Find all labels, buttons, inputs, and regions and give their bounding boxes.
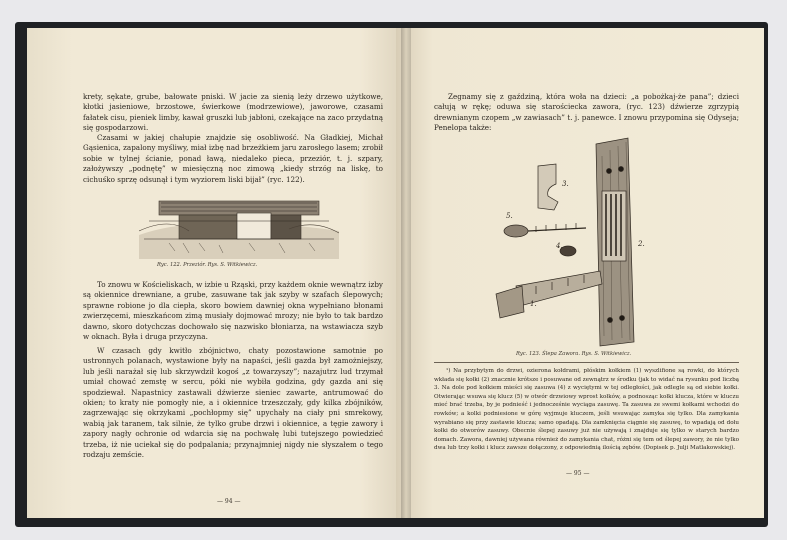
- right-page: [396, 28, 764, 518]
- right-footnote-text: ¹) Na przybytym do drzwi, ozierona kołdrami, płóskim kołkiem (1) wyszlifione są rowki, do których wkłada się kołki (2) znacznie krótsze i posuwane od zewnątrz w środku (jak to widać na rysunku pod liczbą 3. Na dole pod kołkiem mieści się zasuwa (4) z wyciętymi w tej odległości, jak odlegle są od siebie kołki. Otwierając wsuwa się klucz (5) w otwór drzwiowy wprost kołków, a podnosząc kołki klucza, które w kluczu mieć brać trzeba, by je podnieść i jednocześnie wyciąga zasuwę. Ta zasuwa ze swemi kołkami wchodzi do rowków; a kolki podniesione w górę wyjmuje kluczem, jeśli wsuwając zamyka się tylko. Dla zamykania wyrabiano się przy zastawie klucza; samo opadają. Dla zamknięcia ciągnie się zasuwę, to wpadają od dołu kołki do otworów zasuwy. Obecnie ślepej zasuwy już nie używają i znajduje się tylko w starych bardzo domach. Zawora, dawniej używana również do zamykania chat, różni się tem od ślepej zawory, że nie tylko dwa lub trzy kołki i klucz zawsze dołączony, z odpowiednią ilością zębów. (Dopisek p. Julji Matlakowskiej).: [434, 368, 739, 452]
- right-paragraph-1: [434, 92, 739, 134]
- left-paragraph-3-text: To znowu w Kościeliskach, w izbie u Rząski, przy każdem oknie wewnątrz izby są okiennice drewniane, a grube, zasuwane tak jak szyby w szafach ślepowych; sprawne robione jo dla ciepła, skoro bowiem dawniej okna wypełniano błonami zwierzęcemi, mieszkańcom zimą musiały dojmować mrozy; nie było to tak bardzo dawno, skoro dotychczas dochowało się nazwisko błoniarza, na wstawiacza szyb w oknach. Była i druga przyczyna.: [83, 280, 383, 342]
- left-paragraph-3: [83, 280, 383, 342]
- left-paragraph-1-text: krety, sękate, grube, bałowate pniski. W jacie za sienią leży drzewo użytkowe, kłotki jasieniowe, brzostowe, świerkowe (modrzewiowe), jaworowe, czasami fałatek cisu, pieniek limby, kawał gruszki lub jabłoni, czekające na zaco przydatną się gospodarzowi.: [83, 92, 383, 133]
- left-paragraph-4: [83, 346, 383, 460]
- left-paragraph-4-text: W czasach gdy kwitło zbójnictwo, chaty pozostawione samotnie po ustronnych polanach, wystawione były na napaści, jeśli gazda był zamożniejszy, lub jeśli narażał się lub skrzywdził kogoś „z towarzyszy”; nazajutrz lud trzymał umiał chować zemstę w sercu, póki nie wybiła godzina, gdy gazda ani się spodziewał. Napastnicy zastawali dźwierze sieniec zawarte, antrumować do okien; to kraty nie pomogły nie, a i okiennice trzeszczały, gdy kilka zbójników, zagrzewając się okrzykami „pochłopmy się” upychały na ciały pni smrekowy, wabią jak taranem, tak silnie, że tylko grube drzwi i okiennice, a tęgie zawory i zapory nagły ochronie od wdarcia się na pochwałę lubi tutejszego powiedzieć trzeba, iż nie uciekał się do podpalania; przynajmniej nigdy nie słyszałem o tego rodzaju zemście.: [83, 346, 383, 460]
- right-footnote: [434, 367, 739, 453]
- left-page: [27, 28, 405, 518]
- left-paragraph-1: [83, 92, 383, 134]
- figure-123-illustration: [476, 136, 706, 348]
- figure-label-4: 4.: [556, 242, 563, 250]
- book-spread: [15, 22, 768, 527]
- figure-123-caption: Ryc. 123. Ślepa Zawora. Rys. S. Witkiewicz.: [516, 351, 632, 357]
- footnote-divider: [434, 362, 739, 363]
- figure-label-5: 5.: [506, 212, 513, 220]
- figure-label-3: 3.: [562, 180, 569, 188]
- book-gutter: [401, 28, 411, 518]
- figure-122-caption: Ryc. 122. Przeziór. Rys. S. Witkiewicz.: [157, 262, 258, 268]
- figure-label-1: 1.: [530, 300, 537, 308]
- left-paragraph-2: [83, 133, 383, 185]
- left-paragraph-2-text: Czasami w jakiej chałupie znajdzie się osobliwość. Na Gładkiej, Michał Gąsienica, zapalony myśliwy, miał izbę nad brzeżkiem jaru zarosłego lasem; zrobił sobie w tylnej ścianie, ponad ławą, niedaleko pieca, przeziór, t. j. szpary, założywszy „podnętę” w miesięczną noc zimową „kiedy strzóg na liskę, to cichuśko sprzę odsunął i tym wyziorem liski bijał” (ryc. 122).: [83, 133, 383, 184]
- left-page-number: — 94 —: [217, 498, 241, 505]
- right-paragraph-1-text: Zegnamy się z gaździną, która woła na dzieci: „a pobożkaj-że pana”; dzieci całują w rękę; oduwa się starościecka zawora, (ryc. 123) dźwierze zgrzypią drewnianym czopem „w zawiasach” t. j. panewce. I znowu przypomina się Odyseja; Penelopa także:: [434, 92, 739, 133]
- right-page-number: — 95 —: [566, 470, 590, 477]
- figure-122-illustration: [139, 191, 339, 259]
- figure-label-2: 2.: [638, 240, 645, 248]
